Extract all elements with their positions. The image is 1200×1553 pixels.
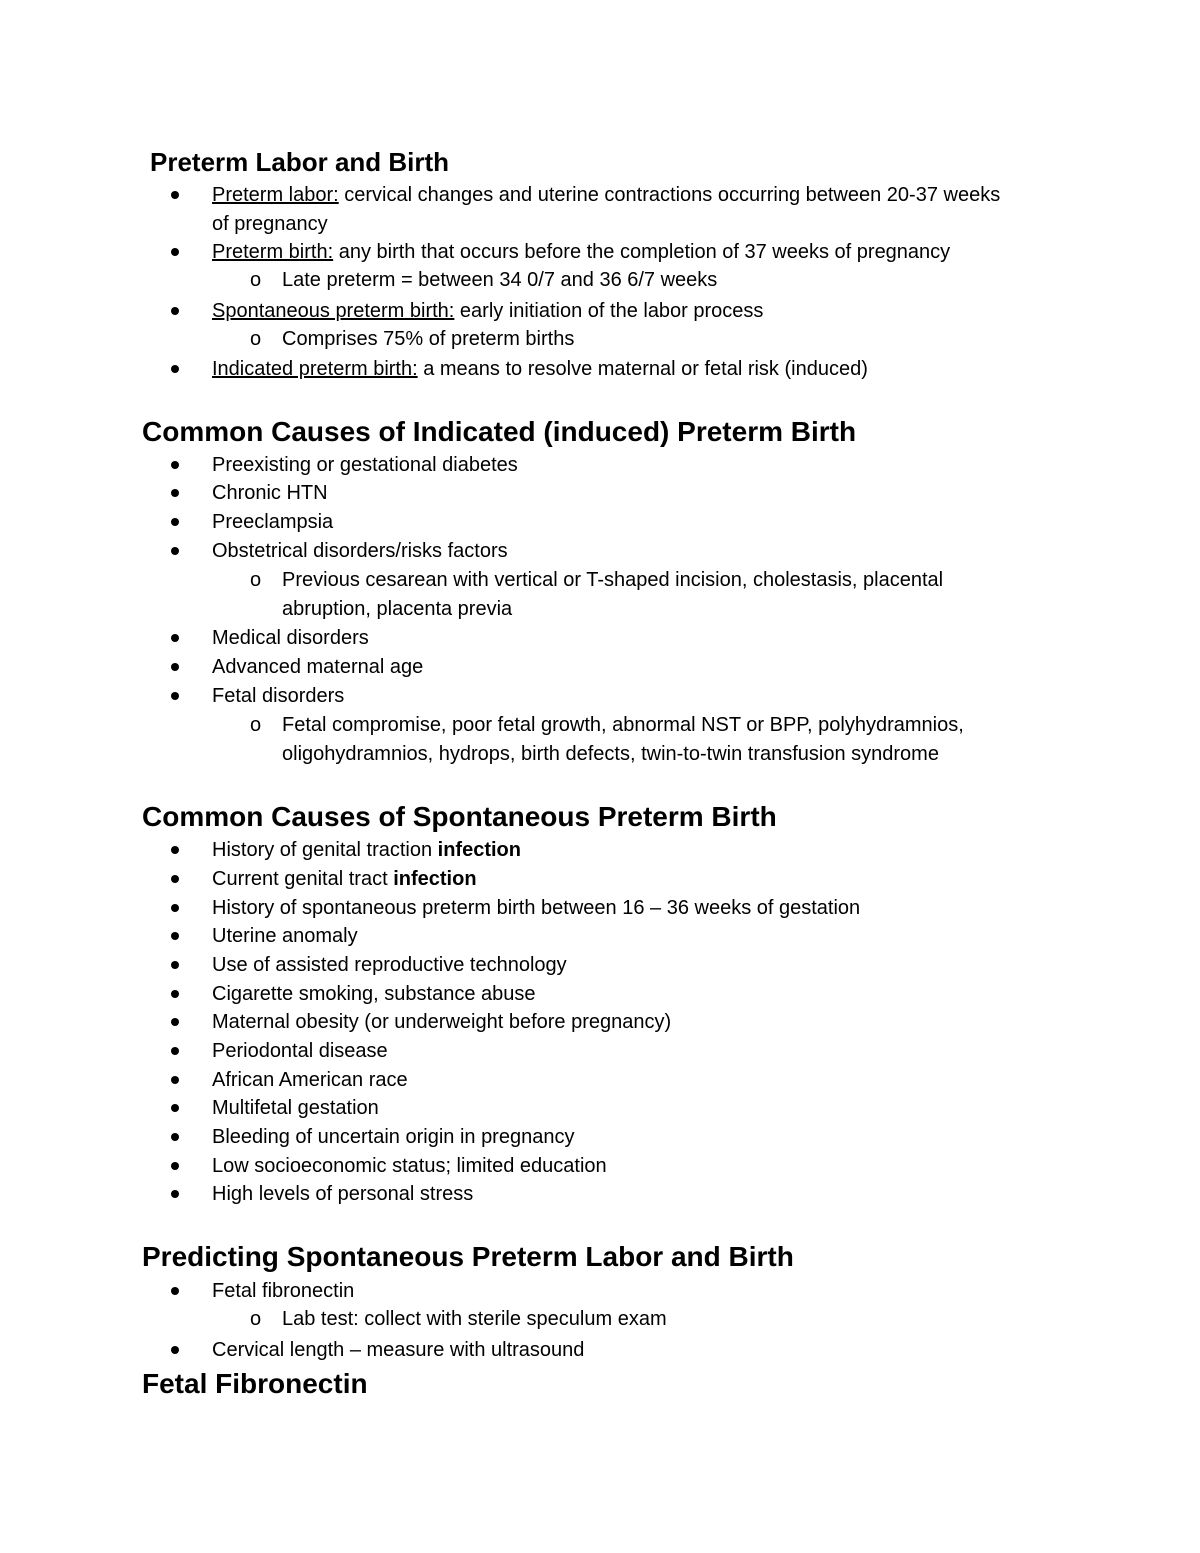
item-text: Use of assisted reproductive technology bbox=[212, 954, 567, 976]
sub-list-item bbox=[250, 1305, 667, 1334]
list-item bbox=[212, 682, 344, 711]
item-text: Current genital tract bbox=[212, 868, 394, 890]
circle-bullet-icon: o bbox=[250, 328, 262, 350]
bullet-icon bbox=[171, 191, 179, 199]
list-item bbox=[212, 836, 521, 865]
list-item bbox=[212, 653, 423, 682]
bullet-icon bbox=[171, 904, 179, 912]
term-label: Preterm labor: bbox=[212, 184, 339, 206]
circle-bullet-icon: o bbox=[250, 1308, 262, 1330]
item-text: Obstetrical disorders/risks factors bbox=[212, 540, 508, 562]
item-text: cervical changes and uterine contractions occurring between 20-37 weeks of pregnancy bbox=[212, 184, 1001, 235]
sub-list-item bbox=[250, 566, 1022, 624]
heading-indicated-causes: Common Causes of Indicated (induced) Preterm Birth bbox=[142, 416, 857, 447]
list-item bbox=[212, 1277, 354, 1306]
list-item bbox=[212, 1008, 671, 1037]
term-label: Indicated preterm birth: bbox=[212, 358, 418, 380]
item-text: Periodontal disease bbox=[212, 1040, 388, 1062]
list-item bbox=[212, 238, 950, 267]
bullet-icon bbox=[171, 1162, 179, 1170]
bullet-icon bbox=[171, 1133, 179, 1141]
heading-spontaneous-causes: Common Causes of Spontaneous Preterm Birth bbox=[142, 801, 777, 832]
item-text: Chronic HTN bbox=[212, 482, 328, 504]
bullet-icon bbox=[171, 1047, 179, 1055]
item-text: a means to resolve maternal or fetal risk (induced) bbox=[417, 358, 868, 380]
bullet-icon bbox=[171, 1287, 179, 1295]
bullet-icon bbox=[171, 1346, 179, 1354]
item-text: History of spontaneous preterm birth between 16 – 36 weeks of gestation bbox=[212, 897, 861, 919]
item-text: Cigarette smoking, substance abuse bbox=[212, 983, 536, 1005]
bullet-icon bbox=[171, 990, 179, 998]
item-text: Bleeding of uncertain origin in pregnancy bbox=[212, 1126, 575, 1148]
item-text: Medical disorders bbox=[212, 627, 369, 649]
heading-fetal-fibronectin: Fetal Fibronectin bbox=[142, 1368, 368, 1399]
circle-bullet-icon: o bbox=[250, 269, 262, 291]
item-text: High levels of personal stress bbox=[212, 1183, 474, 1205]
bullet-icon bbox=[171, 365, 179, 373]
item-bold-text: infection bbox=[437, 839, 521, 861]
bullet-icon bbox=[171, 547, 179, 555]
item-text: Cervical length – measure with ultrasound bbox=[212, 1339, 585, 1361]
item-text: Multifetal gestation bbox=[212, 1097, 379, 1119]
heading-predicting: Predicting Spontaneous Preterm Labor and Birth bbox=[142, 1241, 794, 1272]
circle-bullet-icon: o bbox=[250, 569, 262, 591]
list-item bbox=[212, 355, 868, 384]
item-text: Fetal compromise, poor fetal growth, abnormal NST or BPP, polyhydramnios, oligohydramnios, hydrops, birth defects, twin-to-twin transfusion syndrome bbox=[282, 714, 964, 765]
bullet-icon bbox=[171, 875, 179, 883]
list-item bbox=[212, 451, 518, 480]
item-text: Lab test: collect with sterile speculum exam bbox=[282, 1308, 667, 1330]
bullet-icon bbox=[171, 846, 179, 854]
item-bold-text: infection bbox=[393, 868, 477, 890]
circle-bullet-icon: o bbox=[250, 714, 262, 736]
list-item bbox=[212, 1336, 584, 1365]
item-text: early initiation of the labor process bbox=[454, 300, 764, 322]
bullet-icon bbox=[171, 932, 179, 940]
list-item bbox=[212, 1180, 473, 1209]
bullet-icon bbox=[171, 1190, 179, 1198]
bullet-icon bbox=[171, 692, 179, 700]
list-item bbox=[212, 1152, 607, 1181]
item-text: Maternal obesity (or underweight before pregnancy) bbox=[212, 1011, 672, 1033]
sub-list-item bbox=[250, 711, 1022, 769]
list-item bbox=[212, 508, 333, 537]
item-text: Preexisting or gestational diabetes bbox=[212, 454, 518, 476]
list-item bbox=[212, 894, 860, 923]
list-item bbox=[212, 865, 477, 894]
list-item bbox=[212, 479, 328, 508]
item-text: Advanced maternal age bbox=[212, 656, 424, 678]
item-text: Uterine anomaly bbox=[212, 925, 358, 947]
item-text: History of genital traction bbox=[212, 839, 438, 861]
list-item bbox=[212, 980, 536, 1009]
sub-list-item bbox=[250, 325, 575, 354]
bullet-icon bbox=[171, 461, 179, 469]
list-item bbox=[212, 951, 567, 980]
list-item bbox=[212, 1094, 379, 1123]
bullet-icon bbox=[171, 518, 179, 526]
list-item bbox=[212, 297, 763, 326]
bullet-icon bbox=[171, 961, 179, 969]
bullet-icon bbox=[171, 1076, 179, 1084]
bullet-icon bbox=[171, 1104, 179, 1112]
bullet-icon bbox=[171, 634, 179, 642]
list-item bbox=[212, 1037, 388, 1066]
bullet-icon bbox=[171, 489, 179, 497]
item-text: African American race bbox=[212, 1069, 408, 1091]
item-text: Low socioeconomic status; limited education bbox=[212, 1155, 607, 1177]
item-text: Late preterm = between 34 0/7 and 36 6/7 weeks bbox=[282, 269, 718, 291]
bullet-icon bbox=[171, 307, 179, 315]
item-text: Preeclampsia bbox=[212, 511, 334, 533]
heading-preterm-labor: Preterm Labor and Birth bbox=[150, 147, 450, 177]
list-item bbox=[212, 1066, 408, 1095]
list-item bbox=[212, 1123, 574, 1152]
bullet-icon bbox=[171, 663, 179, 671]
list-item bbox=[212, 537, 508, 566]
term-label: Spontaneous preterm birth: bbox=[212, 300, 455, 322]
item-text: Comprises 75% of preterm births bbox=[282, 328, 575, 350]
list-item bbox=[212, 624, 369, 653]
term-label: Preterm birth: bbox=[212, 241, 334, 263]
list-item bbox=[212, 181, 1012, 239]
item-text: any birth that occurs before the completion of 37 weeks of pregnancy bbox=[333, 241, 951, 263]
list-item bbox=[212, 922, 358, 951]
bullet-icon bbox=[171, 1018, 179, 1026]
item-text: Fetal disorders bbox=[212, 685, 345, 707]
item-text: Fetal fibronectin bbox=[212, 1280, 355, 1302]
bullet-icon bbox=[171, 248, 179, 256]
sub-list-item bbox=[250, 266, 718, 295]
item-text: Previous cesarean with vertical or T-shaped incision, cholestasis, placental abruption, placenta previa bbox=[282, 569, 944, 620]
